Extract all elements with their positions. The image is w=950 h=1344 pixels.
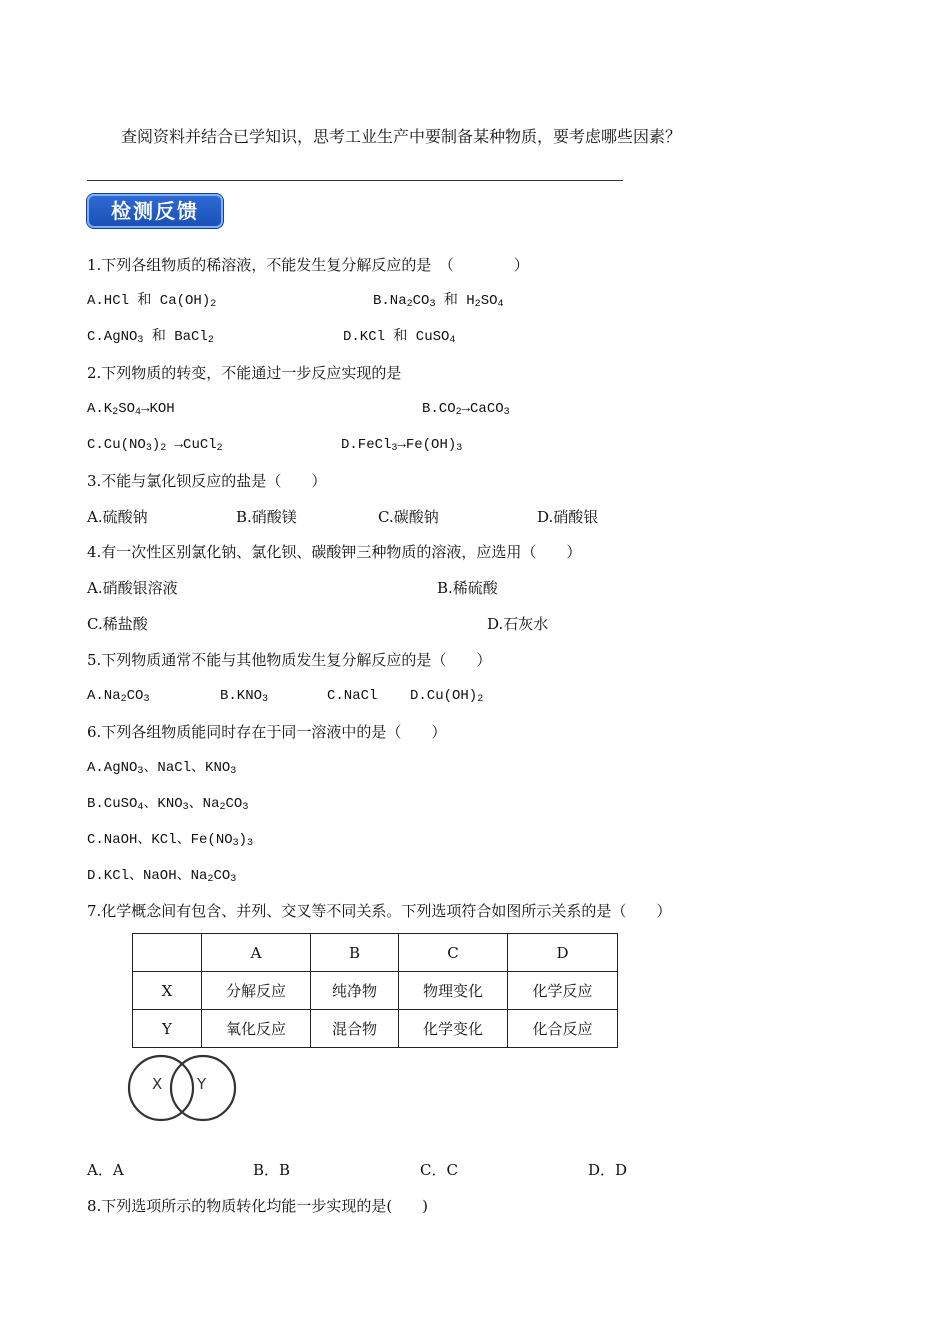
q4-option-d: D.石灰水 [487, 615, 549, 633]
table-row [133, 934, 618, 972]
q1-option-c: C.AgNO$_3$ 和 BaCl$_2$ [87, 329, 214, 346]
table-cell: 物理变化 [399, 972, 508, 1010]
q7-option-d: D．D [588, 1161, 628, 1179]
table-cell: Y [133, 1010, 202, 1048]
venn-label-y: Y [197, 1075, 207, 1093]
q5-option-b: $B.KNO_3$ [220, 688, 269, 705]
table-cell: 混合物 [311, 1010, 399, 1048]
table-cell: 纯净物 [311, 972, 399, 1010]
q5-option-a: $A.Na_2CO_3$ [87, 688, 150, 705]
q7-option-a: A．A [87, 1161, 124, 1179]
table-cell: 化学变化 [399, 1010, 508, 1048]
concept-table [132, 933, 618, 1048]
q6-option-a: A.AgNO$_3$、NaCl、$KNO_3$ [87, 760, 237, 777]
question-5-stem: 5.下列物质通常不能与其他物质发生复分解反应的是（ ） [87, 651, 492, 669]
q3-option-d: D.硝酸银 [537, 508, 599, 526]
q3-option-a: A.硫酸钠 [87, 508, 148, 526]
table-cell [133, 934, 202, 972]
q2-option-d: $D.FeCl_3\to Fe(OH)_3$ [341, 437, 463, 454]
table-cell: 化学反应 [508, 972, 618, 1010]
q2-option-c: $C.Cu(NO_3)_2$ →CuCl$_2$ [87, 437, 223, 454]
table-cell: D [508, 934, 618, 972]
q3-option-b: B.硝酸镁 [236, 508, 297, 526]
q6-option-b: B.CuSO$_4$、$KNO_3$、$Na_2CO_3$ [87, 796, 249, 813]
q1-option-a: A.HCl 和 $Ca(OH)_2$ [87, 293, 217, 310]
table-cell: 氧化反应 [202, 1010, 311, 1048]
question-7-stem: 7.化学概念间有包含、并列、交叉等不同关系。下列选项符合如图所示关系的是（ ） [87, 902, 672, 920]
section-badge: 检测反馈 [87, 194, 223, 228]
table-cell: X [133, 972, 202, 1010]
divider-line [87, 180, 623, 181]
intro-text: 查阅资料并结合已学知识，思考工业生产中要制备某种物质，要考虑哪些因素？ [121, 127, 682, 146]
table-cell: 化合反应 [508, 1010, 618, 1048]
question-6-stem: 6.下列各组物质能同时存在于同一溶液中的是（ ） [87, 723, 447, 741]
q7-option-c: C．C [420, 1161, 458, 1179]
q7-option-b: B．B [253, 1161, 291, 1179]
table-cell: B [311, 934, 399, 972]
q5-option-d: $D.Cu(OH)_2$ [410, 688, 484, 705]
table-cell: A [202, 934, 311, 972]
q6-option-d: D.KCl、NaOH、$Na_2CO_3$ [87, 868, 237, 885]
question-1-stem: 1.下列各组物质的稀溶液，不能发生复分解反应的是 （ ） [87, 256, 529, 274]
q5-option-c: C.NaCl [327, 688, 378, 704]
question-4-stem: 4.有一次性区别氯化钠、氯化钡、碳酸钾三种物质的溶液，应选用（ ） [87, 543, 582, 561]
q4-option-c: C.稀盐酸 [87, 615, 148, 633]
q4-option-a: A.硝酸银溶液 [87, 579, 178, 597]
table-cell: 分解反应 [202, 972, 311, 1010]
q1-option-b: $B.Na_2CO_3$ 和 $H_2SO_4$ [373, 293, 504, 310]
question-8-stem: 8.下列选项所示的物质转化均能一步实现的是( ) [87, 1197, 429, 1215]
table-cell: C [399, 934, 508, 972]
q1-option-d: D.KCl 和 CuSO$_4$ [343, 329, 456, 346]
question-2-stem: 2.下列物质的转变，不能通过一步反应实现的是 [87, 364, 402, 382]
venn-label-x: X [152, 1075, 163, 1093]
q2-option-a: $A.K_2SO_4\to KOH$ [87, 401, 175, 418]
venn-diagram [126, 1052, 242, 1124]
table-row [133, 1010, 618, 1048]
q2-option-b: $B.CO_2\to CaCO_3$ [422, 401, 510, 418]
q3-option-c: C.碳酸钠 [378, 508, 439, 526]
q4-option-b: B.稀硫酸 [437, 579, 498, 597]
table-row [133, 972, 618, 1010]
q6-option-c: C.NaOH、KCl、$Fe(NO_3)_3$ [87, 832, 254, 849]
question-3-stem: 3.不能与氯化钡反应的盐是（ ） [87, 472, 327, 490]
